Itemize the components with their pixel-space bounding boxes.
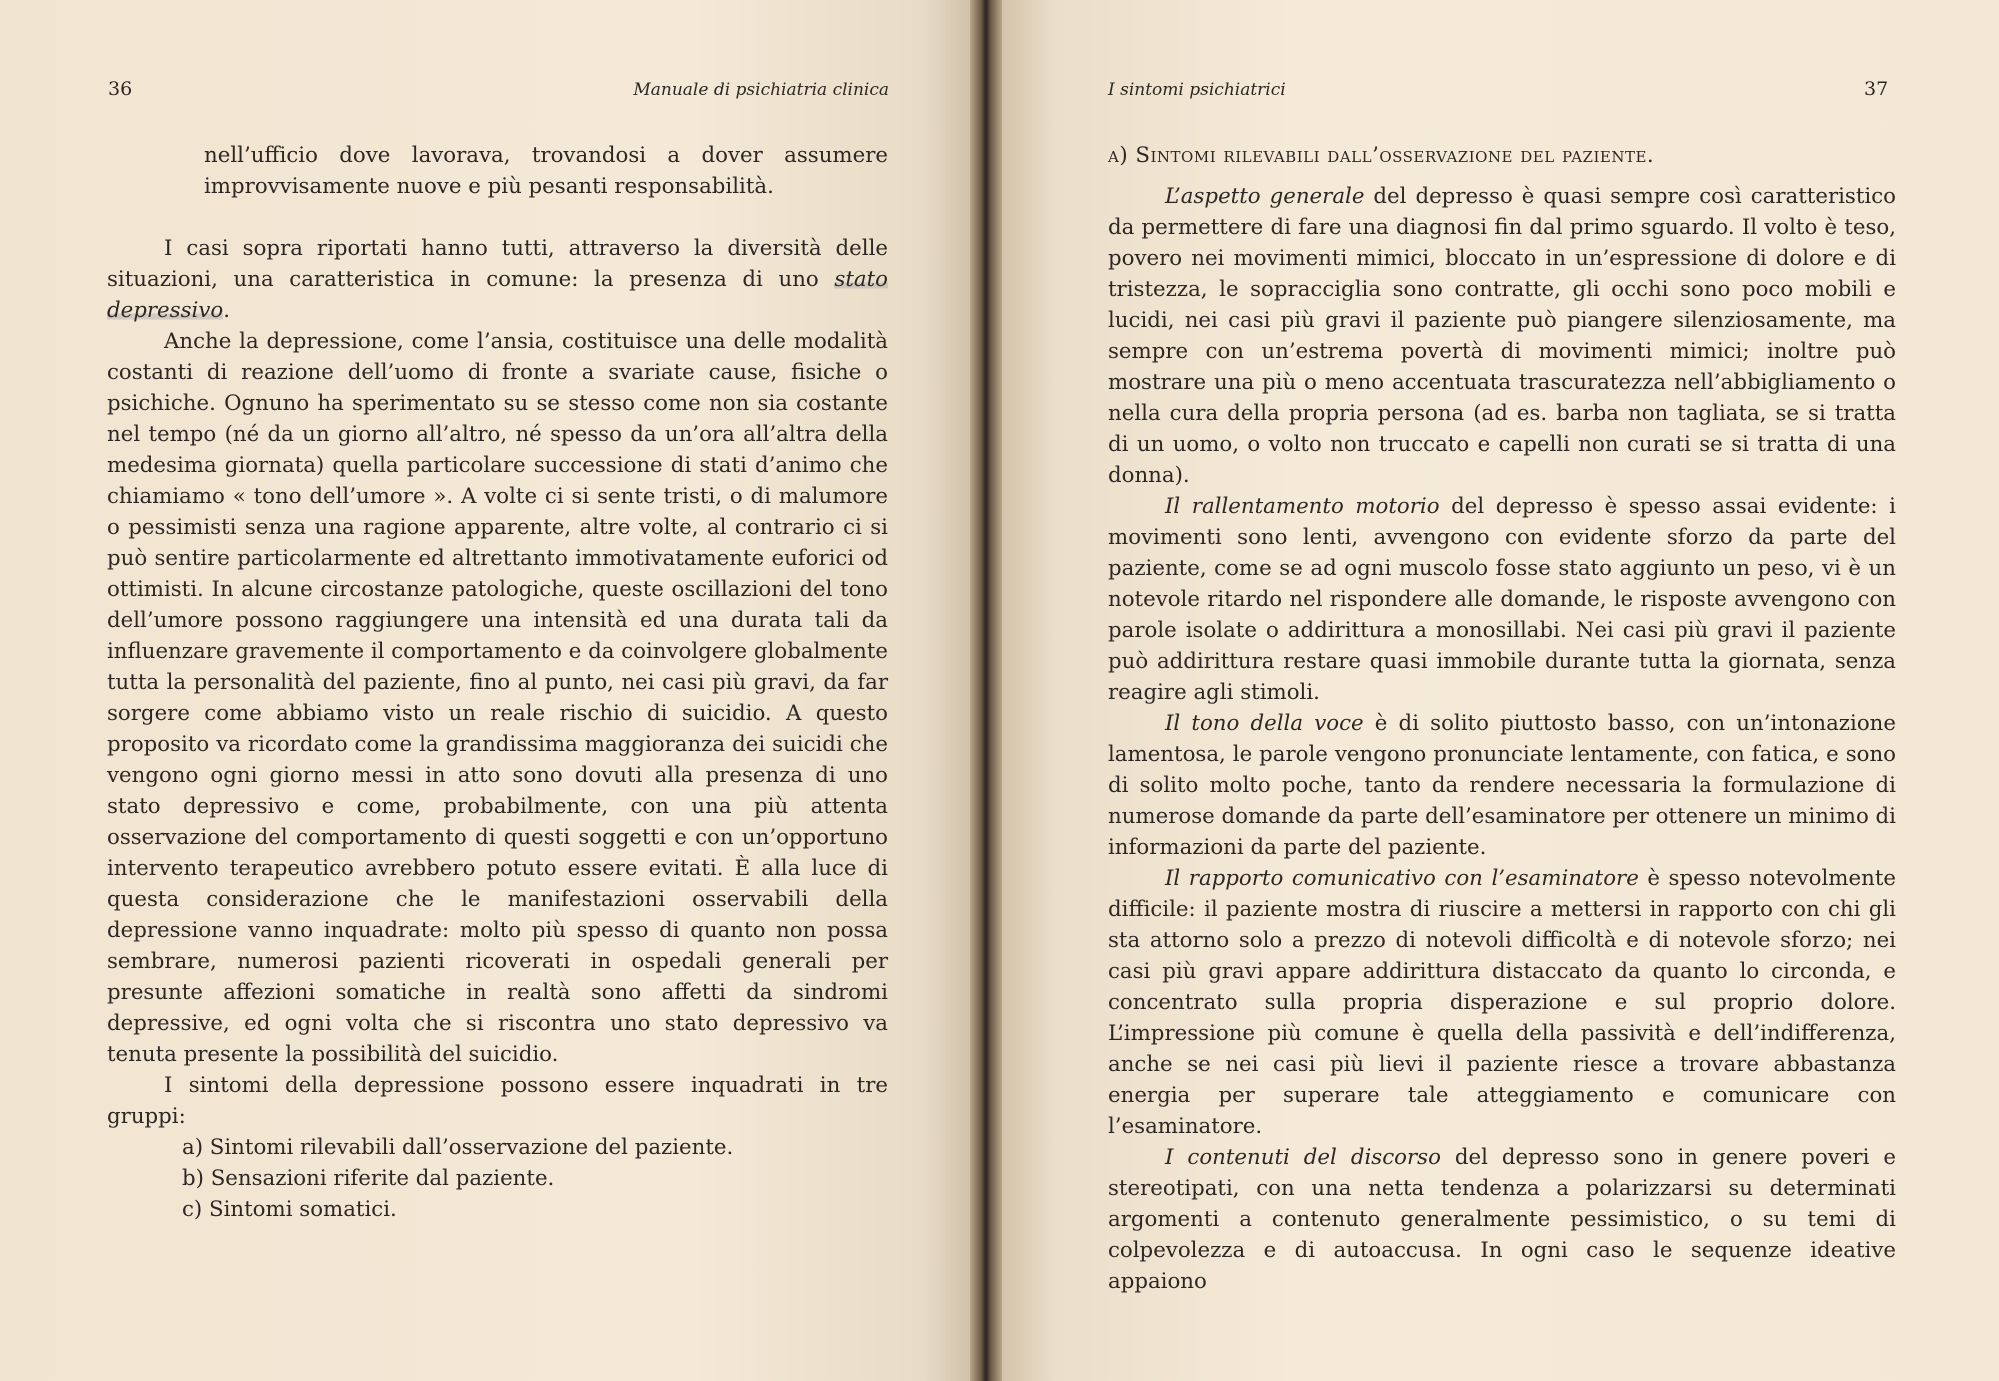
right-page-body	[1108, 140, 1896, 1297]
paragraph-3: Anche la depressione, come l’ansia, costituisce una delle modalità costanti di reazione dell’uomo di fronte a svariate cause, fisiche o psichiche. Ognuno ha sperimentato su se stesso come non sia costante nel tempo (né da un giorno all’altro, né spesso da un’ora all’altra della medesima giornata) quella particolare successione di stati d’animo che chiamiamo « tono dell’umore ». A volte ci si sente tristi, o di malumore o pessimisti senza una ragione apparente, altre volte, al contrario ci si può sentire particolarmente ed altrettanto immotivatamente euforici od ottimisti. In alcune circostanze patologiche, queste oscillazioni del tono dell’umore possono raggiungere una intensità ed una durata tali da influenzare gravemente il comportamento e da coinvolgere globalmente tutta la personalità del paziente, fino al punto, nei casi più gravi, da far sorgere come abbiamo visto un reale rischio di suicidio. A questo proposito va ricordato come la grandissima maggioranza dei suicidi che vengono ogni giorno messi in atto sono dovuti alla presenza di uno stato depressivo e come, probabilmente, con una più attenta osservazione del comportamento di questi soggetti e con un’opportuno intervento terapeutico avrebbero potuto essere evitati. È alla luce di questa considerazione che le manifestazioni osservabili della depressione vanno inquadrate: molto più spesso di quanto non possa sembrare, numerosi pazienti ricoverati in ospedali generali per presunte affezioni somatiche in realtà sono affetti da sindromi depressive, ed ogni volta che si riscontra uno stato depressivo va tenuta presente la possibilità del suicidio.	[107, 329, 889, 1067]
left-running-head: Manuale di psichiatria clinica	[633, 80, 889, 100]
paragraph-text: è spesso notevolmente difficile: il paziente mostra di riuscire a mettersi in rapporto con chi gli sta attorno solo a prezzo di notevoli difficoltà e di notevole sforzo; nei casi più gravi appare addirittura distaccato da quanto lo circonda, e concentrato sulla propria disperazione e sul proprio dolore. L’impressione più comune è quella della passività e dell’indifferenza, anche se nei casi più lievi il paziente riesce a trovare abbastanza energia per superare tale atteggiamento e comunicare con l’esaminatore.	[1108, 866, 1896, 1139]
left-page-body	[107, 140, 888, 1225]
right-page-number: 37	[1864, 78, 1889, 100]
book-gutter	[970, 0, 1002, 1381]
left-page-number: 36	[108, 78, 133, 100]
paragraph-contenuti	[1108, 1142, 1896, 1297]
paragraph-lead: Il rapporto comunicativo con l’esaminatore	[1165, 866, 1639, 891]
paragraph-2-text: I casi sopra riportati hanno tutti, attraverso la diversità delle situazioni, una caratteristica in comune: la presenza di uno	[107, 236, 888, 292]
paragraph-text: del depresso è spesso assai evidente: i movimenti sono lenti, avvengono con evidente sforzo da parte del paziente, come se ad ogni muscolo fosse stato aggiunto un peso, vi è un notevole ritardo nel rispondere alle domande, le risposte avvengono con parole isolate o addirittura a monosillabi. Nei casi più gravi il paziente può addirittura restare quasi immobile durante tutta la giornata, senza reagire agli stimoli.	[1108, 494, 1896, 705]
paragraph-4: I sintomi della depressione possono essere inquadrati in tre gruppi:	[107, 1073, 888, 1129]
paragraph-lead: I contenuti del discorso	[1165, 1145, 1441, 1170]
paragraph-1: nell’ufficio dove lavorava, trovandosi a dover assumere improvvisamente nuove e più pesanti responsabilità.	[204, 143, 888, 199]
paragraph-text: del depresso è quasi sempre così caratteristico da permettere di fare una diagnosi fin dal primo sguardo. Il volto è teso, povero nei movimenti mimici, bloccato in un’espressione di dolore e di tristezza, le sopracciglia sono contratte, gli occhi sono poco mobili e lucidi, nei casi più gravi il paziente può piangere silenziosamente, ma sempre con un’estrema povertà di movimenti mimici; inoltre può mostrare una più o meno accentuata trascuratezza nell’abbigliamento o nella cura della propria persona (ad es. barba non tagliata, se si tratta di un uomo, o volto non truccato e capelli non curati se si tratta di una donna).	[1108, 184, 1896, 488]
paragraph-lead: Il rallentamento motorio	[1165, 494, 1440, 519]
paragraph-lead: L’aspetto generale	[1165, 184, 1365, 209]
paragraph-2-end: .	[223, 298, 230, 323]
section-heading: a) Sintomi rilevabili dall’osservazione del paziente.	[1108, 143, 1655, 168]
list-item: c) Sintomi somatici.	[182, 1197, 397, 1222]
symptom-groups-list	[107, 1132, 888, 1225]
paragraph-text: è di solito piuttosto basso, con un’intonazione lamentosa, le parole vengono pronunciate lentamente, con fatica, e sono di solito molto poche, tanto da rendere necessaria la formulazione di numerose domande da parte dell’esaminatore per ottenere un minimo di informazioni da parte del paziente.	[1108, 711, 1896, 860]
paragraph-text: del depresso sono in genere poveri e stereotipati, con una netta tendenza a polarizzarsi su determinati argomenti a contenuto generalmente pessimistico, o su temi di colpevolezza e di autoaccusa. In ogni caso le sequenze ideative appaiono	[1108, 1145, 1896, 1294]
stato-depressivo-term: stato depressivo	[107, 267, 888, 323]
paragraph-rallentamento	[1108, 491, 1896, 708]
list-item: b) Sensazioni riferite dal paziente.	[182, 1166, 555, 1191]
list-item: a) Sintomi rilevabili dall’osservazione del paziente.	[182, 1135, 734, 1160]
paragraph-2	[107, 233, 888, 326]
right-running-head: I sintomi psichiatrici	[1108, 80, 1286, 100]
paragraph-lead: Il tono della voce	[1165, 711, 1364, 736]
paragraph-aspetto	[1108, 181, 1896, 491]
paragraph-rapporto	[1108, 863, 1896, 1142]
paragraph-tono	[1108, 708, 1896, 863]
